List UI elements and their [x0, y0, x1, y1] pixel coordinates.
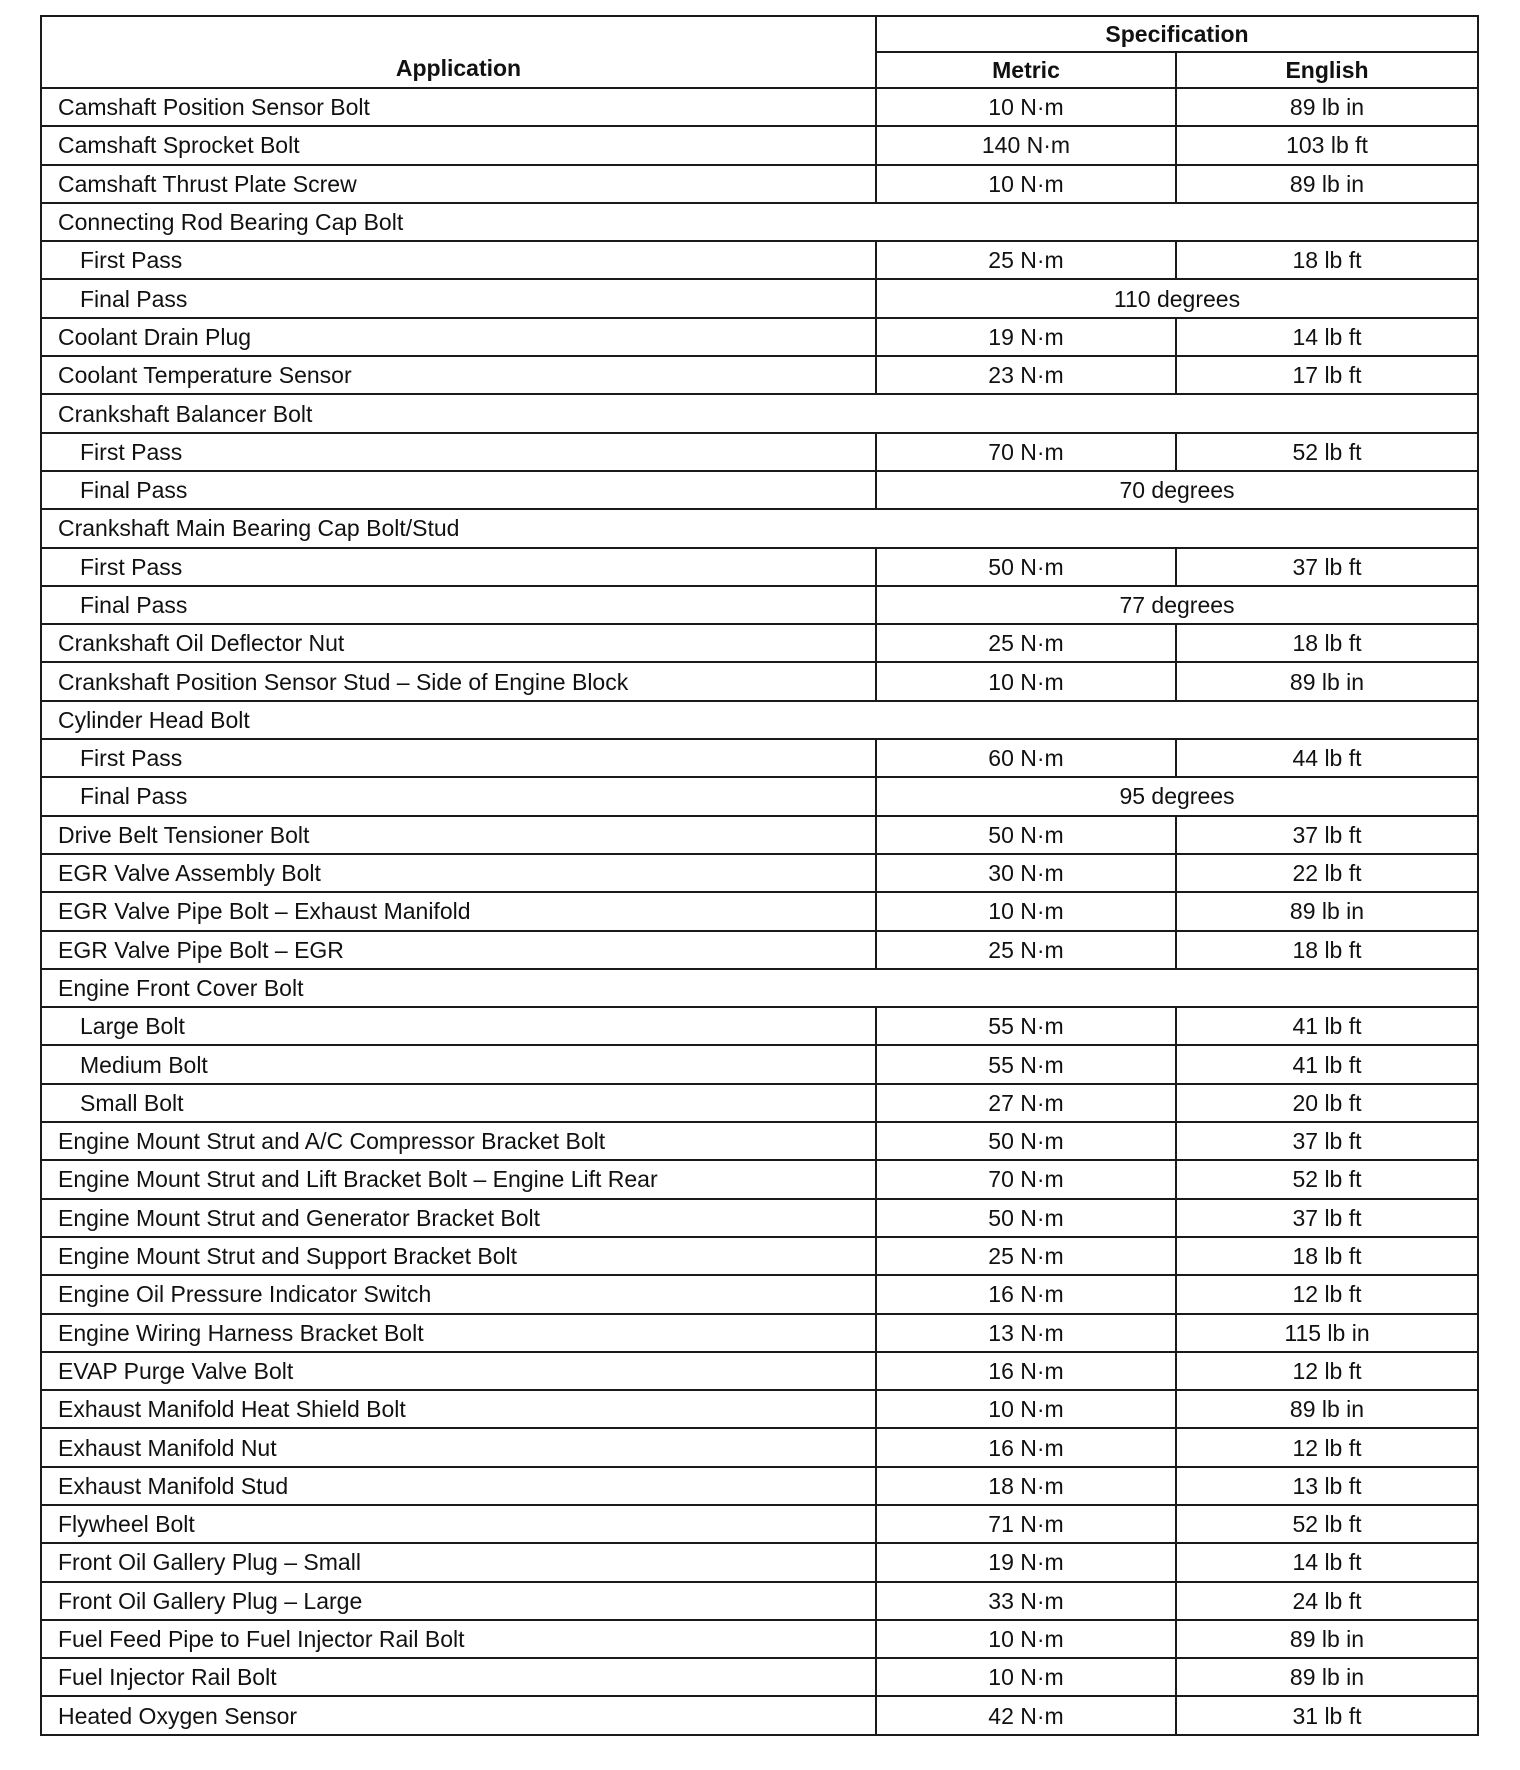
metric-cell: 10 N·m	[876, 892, 1176, 930]
table-row	[41, 816, 1478, 854]
metric-cell: 55 N·m	[876, 1007, 1176, 1045]
group-row	[41, 509, 1478, 547]
application-cell: Exhaust Manifold Stud	[41, 1467, 876, 1505]
application-cell: Coolant Temperature Sensor	[41, 356, 876, 394]
application-cell: Camshaft Position Sensor Bolt	[41, 88, 876, 126]
table-row	[41, 318, 1478, 356]
table-row	[41, 1390, 1478, 1428]
metric-cell: 16 N·m	[876, 1275, 1176, 1313]
table-row	[41, 88, 1478, 126]
english-cell: 52 lb ft	[1176, 433, 1478, 471]
application-cell: Crankshaft Main Bearing Cap Bolt/Stud	[41, 509, 1478, 547]
english-cell: 18 lb ft	[1176, 241, 1478, 279]
metric-cell: 33 N·m	[876, 1582, 1176, 1620]
metric-cell: 25 N·m	[876, 624, 1176, 662]
english-cell: 13 lb ft	[1176, 1467, 1478, 1505]
english-cell: 20 lb ft	[1176, 1084, 1478, 1122]
group-row	[41, 394, 1478, 432]
table-row	[41, 1275, 1478, 1313]
group-row	[41, 969, 1478, 1007]
metric-cell: 60 N·m	[876, 739, 1176, 777]
metric-header: Metric	[876, 52, 1176, 88]
application-cell: Large Bolt	[41, 1007, 876, 1045]
application-cell: Final Pass	[41, 777, 876, 815]
table-row	[41, 1658, 1478, 1696]
application-cell: First Pass	[41, 739, 876, 777]
application-cell: Crankshaft Oil Deflector Nut	[41, 624, 876, 662]
metric-cell: 10 N·m	[876, 165, 1176, 203]
metric-cell: 50 N·m	[876, 548, 1176, 586]
english-cell: 89 lb in	[1176, 1658, 1478, 1696]
table-row	[41, 1467, 1478, 1505]
table-row	[41, 1428, 1478, 1466]
angle-spec-cell: 77 degrees	[876, 586, 1478, 624]
application-cell: Coolant Drain Plug	[41, 318, 876, 356]
application-cell: Engine Mount Strut and Generator Bracket Bolt	[41, 1199, 876, 1237]
application-cell: EVAP Purge Valve Bolt	[41, 1352, 876, 1390]
metric-cell: 10 N·m	[876, 1620, 1176, 1658]
application-cell: Engine Mount Strut and Support Bracket Bolt	[41, 1237, 876, 1275]
torque-spec-table	[40, 15, 1479, 1736]
table-row	[41, 739, 1478, 777]
group-row	[41, 203, 1478, 241]
application-cell: Final Pass	[41, 471, 876, 509]
table-row	[41, 1237, 1478, 1275]
metric-cell: 18 N·m	[876, 1467, 1176, 1505]
specification-header: Specification	[876, 16, 1478, 52]
table-row	[41, 624, 1478, 662]
english-cell: 12 lb ft	[1176, 1428, 1478, 1466]
english-cell: 41 lb ft	[1176, 1007, 1478, 1045]
table-row	[41, 892, 1478, 930]
application-cell: Front Oil Gallery Plug – Small	[41, 1543, 876, 1581]
table-row	[41, 1160, 1478, 1198]
metric-cell: 70 N·m	[876, 433, 1176, 471]
english-cell: 103 lb ft	[1176, 126, 1478, 164]
application-cell: First Pass	[41, 433, 876, 471]
application-cell: First Pass	[41, 548, 876, 586]
english-cell: 89 lb in	[1176, 88, 1478, 126]
english-cell: 37 lb ft	[1176, 548, 1478, 586]
application-cell: Drive Belt Tensioner Bolt	[41, 816, 876, 854]
metric-cell: 16 N·m	[876, 1428, 1176, 1466]
table-row	[41, 279, 1478, 317]
english-cell: 14 lb ft	[1176, 1543, 1478, 1581]
table-row	[41, 1582, 1478, 1620]
table-row	[41, 1122, 1478, 1160]
metric-cell: 16 N·m	[876, 1352, 1176, 1390]
application-cell: First Pass	[41, 241, 876, 279]
metric-cell: 19 N·m	[876, 1543, 1176, 1581]
table-row	[41, 1045, 1478, 1083]
application-cell: EGR Valve Pipe Bolt – EGR	[41, 931, 876, 969]
metric-cell: 42 N·m	[876, 1696, 1176, 1734]
metric-cell: 50 N·m	[876, 1122, 1176, 1160]
application-cell: Camshaft Sprocket Bolt	[41, 126, 876, 164]
metric-cell: 30 N·m	[876, 854, 1176, 892]
metric-cell: 13 N·m	[876, 1314, 1176, 1352]
table-body	[41, 88, 1478, 1735]
application-cell: Crankshaft Position Sensor Stud – Side of Engine Block	[41, 662, 876, 700]
table-row	[41, 662, 1478, 700]
table-row	[41, 433, 1478, 471]
table-row	[41, 931, 1478, 969]
english-header: English	[1176, 52, 1478, 88]
english-cell: 89 lb in	[1176, 1390, 1478, 1428]
metric-cell: 10 N·m	[876, 662, 1176, 700]
application-header: Application	[41, 16, 876, 88]
english-cell: 41 lb ft	[1176, 1045, 1478, 1083]
english-cell: 18 lb ft	[1176, 624, 1478, 662]
table-row	[41, 586, 1478, 624]
english-cell: 24 lb ft	[1176, 1582, 1478, 1620]
metric-cell: 50 N·m	[876, 816, 1176, 854]
metric-cell: 10 N·m	[876, 88, 1176, 126]
english-cell: 37 lb ft	[1176, 1199, 1478, 1237]
application-cell: Cylinder Head Bolt	[41, 701, 1478, 739]
table-row	[41, 1084, 1478, 1122]
table-row	[41, 777, 1478, 815]
english-cell: 12 lb ft	[1176, 1352, 1478, 1390]
metric-cell: 55 N·m	[876, 1045, 1176, 1083]
application-cell: EGR Valve Pipe Bolt – Exhaust Manifold	[41, 892, 876, 930]
header-row-top	[41, 16, 1478, 52]
metric-cell: 27 N·m	[876, 1084, 1176, 1122]
english-cell: 89 lb in	[1176, 165, 1478, 203]
application-cell: Exhaust Manifold Nut	[41, 1428, 876, 1466]
angle-spec-cell: 70 degrees	[876, 471, 1478, 509]
table-row	[41, 1007, 1478, 1045]
table-row	[41, 1314, 1478, 1352]
application-cell: Engine Mount Strut and Lift Bracket Bolt – Engine Lift Rear	[41, 1160, 876, 1198]
metric-cell: 10 N·m	[876, 1390, 1176, 1428]
table-row	[41, 356, 1478, 394]
english-cell: 52 lb ft	[1176, 1505, 1478, 1543]
english-cell: 52 lb ft	[1176, 1160, 1478, 1198]
application-cell: Fuel Feed Pipe to Fuel Injector Rail Bolt	[41, 1620, 876, 1658]
application-cell: Medium Bolt	[41, 1045, 876, 1083]
metric-cell: 71 N·m	[876, 1505, 1176, 1543]
table-row	[41, 471, 1478, 509]
application-cell: Final Pass	[41, 279, 876, 317]
application-cell: Engine Wiring Harness Bracket Bolt	[41, 1314, 876, 1352]
english-cell: 44 lb ft	[1176, 739, 1478, 777]
angle-spec-cell: 110 degrees	[876, 279, 1478, 317]
table-row	[41, 1352, 1478, 1390]
english-cell: 18 lb ft	[1176, 931, 1478, 969]
english-cell: 89 lb in	[1176, 1620, 1478, 1658]
table-row	[41, 126, 1478, 164]
table-row	[41, 241, 1478, 279]
table-row	[41, 1505, 1478, 1543]
english-cell: 37 lb ft	[1176, 816, 1478, 854]
application-cell: Camshaft Thrust Plate Screw	[41, 165, 876, 203]
metric-cell: 140 N·m	[876, 126, 1176, 164]
english-cell: 37 lb ft	[1176, 1122, 1478, 1160]
english-cell: 89 lb in	[1176, 662, 1478, 700]
application-cell: Crankshaft Balancer Bolt	[41, 394, 1478, 432]
application-cell: Fuel Injector Rail Bolt	[41, 1658, 876, 1696]
english-cell: 31 lb ft	[1176, 1696, 1478, 1734]
application-cell: Exhaust Manifold Heat Shield Bolt	[41, 1390, 876, 1428]
application-cell: Flywheel Bolt	[41, 1505, 876, 1543]
angle-spec-cell: 95 degrees	[876, 777, 1478, 815]
metric-cell: 25 N·m	[876, 931, 1176, 969]
table-row	[41, 1620, 1478, 1658]
application-cell: EGR Valve Assembly Bolt	[41, 854, 876, 892]
application-cell: Heated Oxygen Sensor	[41, 1696, 876, 1734]
english-cell: 115 lb in	[1176, 1314, 1478, 1352]
table-row	[41, 854, 1478, 892]
metric-cell: 50 N·m	[876, 1199, 1176, 1237]
application-cell: Small Bolt	[41, 1084, 876, 1122]
metric-cell: 70 N·m	[876, 1160, 1176, 1198]
group-row	[41, 701, 1478, 739]
application-cell: Engine Oil Pressure Indicator Switch	[41, 1275, 876, 1313]
english-cell: 18 lb ft	[1176, 1237, 1478, 1275]
application-cell: Final Pass	[41, 586, 876, 624]
metric-cell: 10 N·m	[876, 1658, 1176, 1696]
table-row	[41, 1543, 1478, 1581]
application-cell: Engine Front Cover Bolt	[41, 969, 1478, 1007]
english-cell: 22 lb ft	[1176, 854, 1478, 892]
english-cell: 12 lb ft	[1176, 1275, 1478, 1313]
english-cell: 89 lb in	[1176, 892, 1478, 930]
table-row	[41, 1199, 1478, 1237]
english-cell: 17 lb ft	[1176, 356, 1478, 394]
metric-cell: 25 N·m	[876, 1237, 1176, 1275]
application-cell: Front Oil Gallery Plug – Large	[41, 1582, 876, 1620]
table-row	[41, 1696, 1478, 1734]
metric-cell: 23 N·m	[876, 356, 1176, 394]
english-cell: 14 lb ft	[1176, 318, 1478, 356]
metric-cell: 19 N·m	[876, 318, 1176, 356]
metric-cell: 25 N·m	[876, 241, 1176, 279]
table-row	[41, 165, 1478, 203]
application-cell: Connecting Rod Bearing Cap Bolt	[41, 203, 1478, 241]
application-cell: Engine Mount Strut and A/C Compressor Bracket Bolt	[41, 1122, 876, 1160]
table-row	[41, 548, 1478, 586]
